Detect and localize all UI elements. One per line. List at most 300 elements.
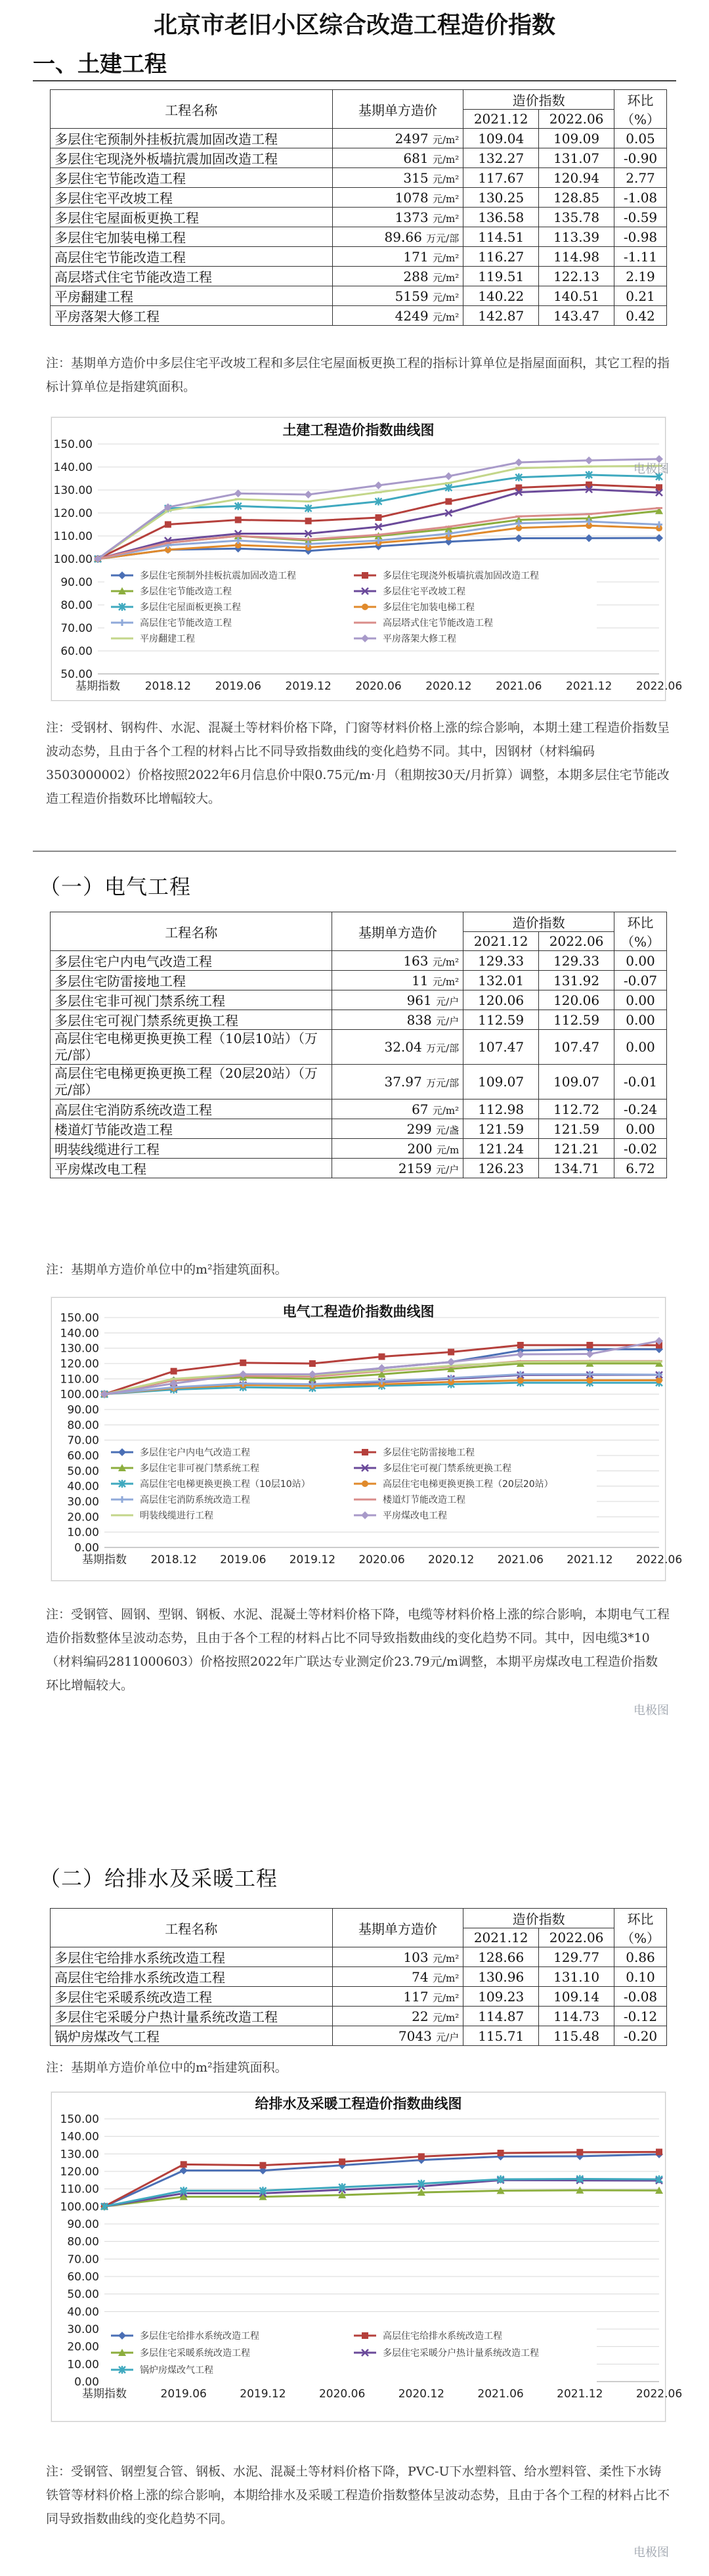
row-index-1: 117.67 [463, 168, 539, 188]
table-row [51, 1159, 667, 1178]
civil-table [50, 89, 667, 326]
header-name: 工程名称 [51, 912, 332, 951]
row-index-1: 128.66 [463, 1947, 539, 1967]
row-name: 平房翻建工程 [51, 286, 333, 306]
row-price-value: 22 [412, 2008, 429, 2024]
row-index-1: 121.59 [463, 1119, 539, 1139]
row-index-1: 132.27 [463, 148, 539, 168]
y-tick-label: 60.00 [60, 645, 93, 658]
point-marker [586, 1342, 593, 1348]
row-price-value: 67 [412, 1101, 429, 1117]
row-index-2: 109.07 [539, 1065, 614, 1099]
row-index-2: 112.59 [539, 1010, 614, 1030]
legend-label: 多层住宅预制外挂板抗震加固改造工程 [140, 571, 296, 581]
row-price [332, 286, 463, 306]
table-row [51, 1119, 667, 1139]
row-index-1: 120.06 [463, 990, 539, 1010]
row-name: 多层住宅加装电梯工程 [51, 227, 333, 247]
row-price-unit: 元/盏 [436, 1124, 460, 1136]
point-marker [305, 518, 312, 524]
row-index-1: 142.87 [463, 306, 539, 326]
plumbing-note-1: 注：基期单方造价单位中的m²指建筑面积。 [46, 2060, 288, 2075]
x-tick-label: 2019.12 [240, 2387, 286, 2401]
y-tick-label: 120.00 [53, 507, 93, 520]
header-price: 基期单方造价 [332, 1909, 463, 1947]
point-marker [445, 482, 452, 484]
point-marker [656, 1377, 662, 1384]
point-marker [362, 604, 368, 610]
row-index-2: 143.47 [539, 306, 614, 326]
legend-label: 平房翻建工程 [140, 634, 195, 644]
header-index: 造价指数 [463, 1909, 614, 1928]
table-row [51, 148, 667, 168]
row-name: 多层住宅采暖分户热计量系统改造工程 [51, 2007, 333, 2026]
table-row [51, 1987, 667, 2007]
row-price-value: 1373 [395, 209, 429, 225]
point-marker [259, 2162, 266, 2169]
y-tick-label: 140.00 [60, 2130, 99, 2144]
y-tick-label: 70.00 [67, 1434, 99, 1448]
table-row [51, 1010, 667, 1030]
point-marker [444, 472, 452, 480]
x-tick-label: 2019.12 [289, 1553, 336, 1566]
x-tick-label: 2021.12 [557, 2387, 603, 2401]
row-price-unit: 元/m² [432, 1952, 460, 1965]
point-marker [515, 458, 523, 466]
y-tick-label: 110.00 [53, 530, 93, 543]
x-tick-label: 2022.06 [635, 2387, 683, 2401]
point-marker [586, 1361, 593, 1363]
point-marker [165, 522, 171, 528]
row-ratio: 0.00 [614, 1010, 667, 1030]
row-price-value: 4249 [395, 307, 429, 324]
row-price-unit: 元/m² [432, 153, 460, 166]
row-name: 楼道灯节能改造工程 [51, 1119, 332, 1139]
point-marker [362, 572, 368, 579]
y-tick-label: 130.00 [53, 484, 93, 497]
point-marker [448, 1349, 454, 1356]
row-price-value: 32.04 [384, 1039, 422, 1055]
row-price [332, 2007, 463, 2026]
row-name: 多层住宅给排水系统改造工程 [51, 1947, 333, 1967]
electrical-note-2: 注：受钢管、圆钢、型钢、钢板、水泥、混凝土等材料价格下降，电缆等材料价格上涨的综合影响，本期电气工程造价指数整体呈波动态势，且由于各个工程的材料占比不同导致指数曲线的变化趋势不同。其中，因电缆3*10（材料编码2811000603）价格按照2022年广联达专业测定价23.79元/m调整，本期平房煤改电工程造价指数环比增幅较大。 [46, 1607, 670, 1693]
row-index-2: 131.92 [539, 971, 614, 990]
row-index-1: 114.87 [463, 2007, 539, 2026]
row-index-1: 109.07 [463, 1065, 539, 1099]
row-price-value: 5159 [395, 288, 429, 304]
header-price: 基期单方造价 [332, 912, 463, 951]
x-tick-label: 2020.06 [318, 2387, 366, 2401]
row-price [332, 1010, 463, 1030]
row-index-1: 140.22 [463, 286, 539, 306]
row-price-unit: 元/户 [436, 2031, 460, 2043]
civil-note-1: 注：基期单方造价中多层住宅平改坡工程和多层住宅屋面板更换工程的指标计算单位是指屋面面积，其它工程的指标计算单位是指建筑面积。 [46, 356, 670, 394]
x-tick-label: 基期指数 [82, 2387, 127, 2401]
point-marker [445, 499, 452, 505]
table-row [51, 227, 667, 247]
y-tick-label: 50.00 [67, 1465, 99, 1478]
y-tick-label: 140.00 [60, 1327, 99, 1341]
y-tick-label: 20.00 [67, 1511, 99, 1524]
row-ratio: 0.00 [614, 951, 667, 971]
row-index-1: 115.71 [463, 2026, 539, 2046]
row-price [332, 1159, 463, 1178]
legend-label: 高层住宅消防系统改造工程 [140, 1495, 250, 1505]
point-marker [305, 539, 312, 541]
point-marker [171, 1368, 177, 1375]
row-name: 高层住宅电梯更换更换工程（20层20站）（万元/部） [51, 1065, 332, 1099]
point-marker [498, 2150, 504, 2156]
electrical-heading: （一）电气工程 [39, 874, 192, 899]
row-price-value: 681 [403, 150, 429, 166]
point-marker [235, 535, 242, 537]
legend-label: 多层住宅户内电气改造工程 [140, 1448, 250, 1458]
legend-label: 高层塔式住宅节能改造工程 [383, 618, 493, 629]
header-period-1: 2021.12 [463, 110, 539, 129]
point-marker [585, 534, 593, 542]
point-marker [576, 2149, 583, 2156]
row-price-value: 74 [412, 1968, 429, 1985]
row-ratio: 2.77 [614, 168, 667, 188]
row-ratio: -0.98 [614, 227, 667, 247]
row-price-value: 117 [403, 1988, 429, 2005]
row-index-2: 112.72 [539, 1099, 614, 1119]
row-index-1: 129.33 [463, 951, 539, 971]
legend [104, 2325, 597, 2383]
legend-label: 多层住宅采暖系统改造工程 [140, 2348, 250, 2359]
row-price-unit: 元/m² [432, 1991, 460, 2004]
y-tick-label: 150.00 [60, 2113, 99, 2126]
row-index-1: 136.58 [463, 208, 539, 227]
row-price-unit: 万元/部 [426, 232, 460, 244]
plumbing-heading: （二）给排水及采暖工程 [39, 1866, 278, 1891]
point-marker [165, 542, 171, 544]
legend-label: 平房煤改电工程 [383, 1511, 447, 1521]
x-tick-label: 2022.06 [635, 680, 683, 693]
row-ratio: 0.05 [614, 129, 667, 148]
y-tick-label: 120.00 [60, 1358, 99, 1371]
point-marker [515, 467, 522, 469]
row-price-unit: 万元/部 [426, 1042, 460, 1054]
table-row [51, 990, 667, 1010]
legend-label: 多层住宅非可视门禁系统工程 [140, 1463, 259, 1474]
table-row [51, 267, 667, 286]
row-price [332, 1099, 463, 1119]
point-marker [376, 491, 382, 493]
x-tick-label: 2022.06 [635, 1553, 683, 1566]
row-price [332, 1065, 463, 1099]
row-index-2: 129.33 [539, 951, 614, 971]
y-tick-label: 90.00 [67, 1404, 99, 1417]
legend-label: 多层住宅屋面板更换工程 [140, 602, 241, 613]
y-tick-label: 120.00 [60, 2165, 99, 2179]
watermark: 电极图 [634, 1704, 669, 1718]
point-marker [517, 1361, 524, 1363]
y-tick-label: 60.00 [67, 1450, 99, 1463]
row-index-1: 109.04 [463, 129, 539, 148]
x-tick-label: 2019.06 [160, 2387, 207, 2401]
watermark: 电极图 [634, 462, 669, 476]
table-row [51, 1099, 667, 1119]
legend-label: 明装线缆进行工程 [140, 1511, 213, 1521]
point-marker [339, 2158, 345, 2165]
row-price-value: 2497 [395, 130, 429, 146]
legend-label: 高层住宅电梯更换更换工程（20层20站） [383, 1479, 553, 1490]
row-name: 锅炉房煤改气工程 [51, 2026, 333, 2046]
row-index-1: 130.96 [463, 1967, 539, 1987]
x-tick-label: 2019.06 [215, 680, 261, 693]
row-name: 高层住宅节能改造工程 [51, 247, 333, 267]
legend-label: 楼道灯节能改造工程 [383, 1495, 465, 1505]
row-ratio: 0.00 [614, 990, 667, 1010]
row-name: 多层住宅屋面板更换工程 [51, 208, 333, 227]
header-index: 造价指数 [463, 90, 614, 110]
row-price [332, 971, 463, 990]
row-price [332, 227, 463, 247]
row-index-2: 120.06 [539, 990, 614, 1010]
table-row [51, 188, 667, 208]
row-ratio: 0.00 [614, 1030, 667, 1065]
table-row [51, 2026, 667, 2046]
y-tick-label: 130.00 [60, 1342, 99, 1356]
row-price-value: 171 [403, 248, 429, 265]
row-name: 平房落架大修工程 [51, 306, 333, 326]
row-index-1: 119.51 [463, 267, 539, 286]
row-ratio: -0.20 [614, 2026, 667, 2046]
y-tick-label: 20.00 [67, 2340, 99, 2354]
y-tick-label: 130.00 [60, 2148, 99, 2162]
row-index-2: 107.47 [539, 1030, 614, 1065]
point-marker [240, 1360, 246, 1366]
header-name: 工程名称 [51, 1909, 333, 1947]
header-index: 造价指数 [463, 912, 614, 932]
row-price-unit: 元/户 [436, 995, 460, 1008]
x-tick-label: 2019.12 [285, 680, 332, 693]
row-index-2: 140.51 [539, 286, 614, 306]
point-marker [586, 466, 592, 468]
x-tick-label: 2021.12 [565, 680, 612, 693]
point-marker [515, 516, 522, 518]
legend-label: 多层住宅给排水系统改造工程 [140, 2331, 259, 2342]
y-tick-label: 50.00 [60, 668, 93, 681]
row-ratio: -0.01 [614, 1065, 667, 1099]
table-row [51, 1967, 667, 1987]
table-row [51, 306, 667, 326]
row-index-1: 112.98 [463, 1099, 539, 1119]
row-price-value: 288 [403, 268, 429, 284]
civil-rule [33, 80, 676, 81]
plumbing-note-2: 注：受钢管、钢塑复合管、钢板、水泥、混凝土等材料价格下降，PVC-U下水塑料管、给水塑料管、柔性下水铸铁管等材料价格上涨的综合影响，本期给排水及采暖工程造价指数整体呈波动态势，且由于各个工程的材料占比不同导致指数曲线的变化趋势不同。 [46, 2464, 670, 2526]
row-index-2: 114.73 [539, 2007, 614, 2026]
row-name: 多层住宅户内电气改造工程 [51, 951, 332, 971]
row-name: 多层住宅可视门禁系统更换工程 [51, 1010, 332, 1030]
legend-label: 高层住宅给排水系统改造工程 [383, 2331, 502, 2342]
row-price-value: 7043 [398, 2028, 432, 2044]
point-marker [376, 534, 382, 536]
point-marker [362, 1480, 368, 1487]
legend-label: 高层住宅节能改造工程 [140, 618, 232, 629]
y-tick-label: 110.00 [60, 2183, 99, 2196]
row-price-unit: 元/m [436, 1144, 460, 1156]
header-ratio: 环比（%） [614, 90, 667, 129]
row-price-unit: 元/m² [432, 212, 460, 225]
row-price-value: 299 [406, 1121, 432, 1137]
row-ratio: -0.02 [614, 1139, 667, 1159]
row-name: 平房煤改电工程 [51, 1159, 332, 1178]
table-row [51, 1030, 667, 1065]
row-price [332, 1030, 463, 1065]
legend-label: 多层住宅可视门禁系统更换工程 [383, 1463, 511, 1474]
row-price-unit: 元/m² [432, 271, 460, 284]
row-name: 多层住宅现浇外板墙抗震加固改造工程 [51, 148, 333, 168]
civil-heading: 一、土建工程 [33, 51, 167, 78]
point-marker [586, 1377, 593, 1384]
x-tick-label: 2020.06 [355, 680, 402, 693]
row-index-2: 109.09 [539, 129, 614, 148]
point-marker [585, 456, 593, 464]
x-tick-label: 2021.06 [496, 680, 542, 693]
legend-label: 高层住宅电梯更换更换工程（10层10站） [140, 1479, 311, 1490]
row-index-1: 132.01 [463, 971, 539, 990]
legend-label: 平房落架大修工程 [383, 634, 456, 644]
point-marker [235, 499, 242, 500]
row-price-value: 961 [406, 992, 432, 1008]
x-tick-label: 2018.12 [150, 1553, 197, 1566]
row-price [332, 2026, 463, 2046]
row-index-1: 121.24 [463, 1139, 539, 1159]
point-marker [305, 500, 312, 502]
row-ratio: -0.90 [614, 148, 667, 168]
y-tick-label: 30.00 [67, 2323, 99, 2336]
point-marker [119, 638, 125, 640]
point-marker [181, 2161, 187, 2167]
row-index-2: 128.85 [539, 188, 614, 208]
civil-chart [51, 417, 683, 701]
y-tick-label: 10.00 [67, 1526, 99, 1540]
y-tick-label: 10.00 [67, 2358, 99, 2372]
row-price-value: 163 [403, 952, 429, 969]
table-row [51, 1065, 667, 1099]
row-ratio: 0.42 [614, 306, 667, 326]
row-price [332, 148, 463, 168]
watermark: 电极图 [634, 2546, 669, 2560]
row-price [332, 1967, 463, 1987]
row-name: 多层住宅防雷接地工程 [51, 971, 332, 990]
row-price-unit: 万元/部 [426, 1077, 460, 1089]
legend-label: 多层住宅节能改造工程 [140, 587, 232, 597]
row-ratio: 0.10 [614, 1967, 667, 1987]
row-price-value: 315 [403, 169, 429, 186]
point-marker [362, 1449, 368, 1455]
row-price-unit: 元/m² [432, 291, 460, 303]
row-price-unit: 元/m² [432, 133, 460, 146]
legend-label: 多层住宅现浇外板墙抗震加固改造工程 [383, 571, 539, 581]
y-tick-label: 140.00 [53, 461, 93, 474]
x-tick-label: 2020.06 [358, 1553, 405, 1566]
table-row [51, 168, 667, 188]
row-name: 高层住宅消防系统改造工程 [51, 1099, 332, 1119]
header-ratio: 环比（%） [614, 912, 667, 951]
x-tick-label: 基期指数 [82, 1553, 127, 1566]
row-index-2: 131.07 [539, 148, 614, 168]
point-marker [234, 489, 242, 497]
point-marker [379, 1354, 385, 1360]
row-price-value: 1078 [395, 189, 429, 206]
row-price-unit: 元/m² [432, 975, 460, 988]
point-marker [655, 534, 663, 542]
legend [104, 565, 597, 650]
y-tick-label: 70.00 [60, 622, 93, 635]
row-index-1: 107.47 [463, 1030, 539, 1065]
y-tick-label: 80.00 [67, 2235, 99, 2249]
point-marker [656, 1361, 662, 1363]
electrical-table [50, 912, 667, 1178]
row-ratio: -0.07 [614, 971, 667, 990]
point-marker [235, 517, 242, 523]
row-index-2: 115.48 [539, 2026, 614, 2046]
row-price-unit: 元/m² [432, 192, 460, 205]
chart-title: 电气工程造价指数曲线图 [282, 1304, 435, 1320]
row-price-unit: 元/m² [432, 2011, 460, 2024]
header-period-1: 2021.12 [463, 932, 539, 951]
row-index-1: 109.23 [463, 1987, 539, 2007]
table-row [51, 951, 667, 971]
point-marker [305, 491, 312, 499]
row-price-value: 103 [403, 1949, 429, 1965]
legend-label: 多层住宅防雷接地工程 [383, 1448, 475, 1458]
point-marker [309, 1360, 316, 1367]
row-name: 多层住宅平改坡工程 [51, 188, 333, 208]
point-marker [586, 513, 592, 515]
legend-label: 锅炉房煤改气工程 [140, 2365, 213, 2376]
table-row [51, 286, 667, 306]
row-ratio: -1.08 [614, 188, 667, 208]
row-price-value: 37.97 [384, 1074, 422, 1090]
point-marker [517, 1377, 524, 1384]
row-name: 明装线缆进行工程 [51, 1139, 332, 1159]
row-name: 多层住宅非可视门禁系统工程 [51, 990, 332, 1010]
point-marker [586, 1350, 593, 1358]
y-tick-label: 60.00 [67, 2271, 99, 2284]
y-tick-label: 40.00 [67, 1480, 99, 1494]
x-tick-label: 2019.06 [220, 1553, 267, 1566]
row-index-2: 114.98 [539, 247, 614, 267]
y-tick-label: 110.00 [60, 1373, 99, 1387]
row-price-value: 2159 [398, 1160, 432, 1176]
y-tick-label: 150.00 [53, 438, 93, 451]
row-ratio: 0.00 [614, 1119, 667, 1139]
row-price [332, 306, 463, 326]
row-ratio: -0.24 [614, 1099, 667, 1119]
row-price-unit: 元/m² [432, 173, 460, 185]
electrical-rule-top [33, 851, 676, 852]
plumbing-chart [51, 2092, 683, 2422]
plumbing-chart-svg [52, 2093, 683, 2421]
row-price-value: 11 [412, 972, 429, 988]
row-price [332, 247, 463, 267]
row-name: 多层住宅节能改造工程 [51, 168, 333, 188]
table-row [51, 1947, 667, 1967]
point-marker [418, 2153, 425, 2160]
y-tick-label: 50.00 [67, 2288, 99, 2301]
row-price-unit: 元/m² [432, 1972, 460, 1984]
row-ratio: 0.86 [614, 1947, 667, 1967]
header-period-2: 2022.06 [539, 1928, 614, 1947]
electrical-chart-svg [52, 1298, 683, 1580]
point-marker [119, 1515, 125, 1517]
point-marker [362, 2332, 368, 2339]
row-ratio: -0.59 [614, 208, 667, 227]
